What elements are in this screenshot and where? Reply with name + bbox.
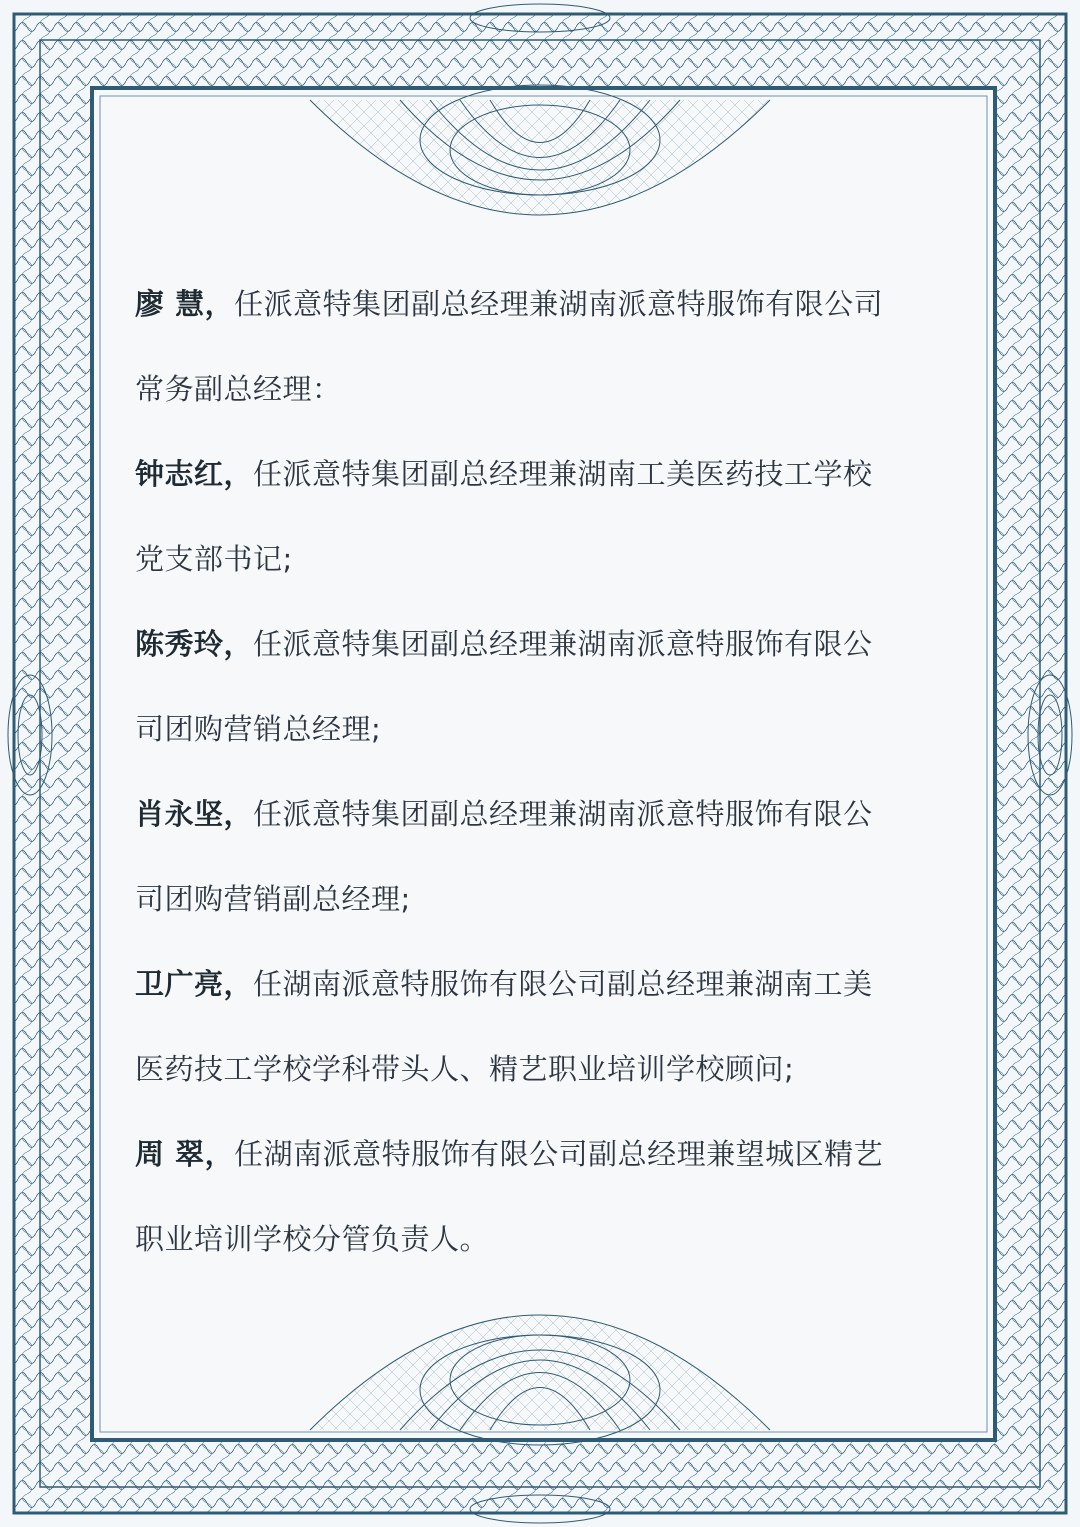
entry-text: 任派意特集团副总经理兼湖南工美医药技工学校 [253,457,873,491]
entry-line1 [135,602,965,687]
entry-line1 [135,432,965,517]
entry [135,772,965,942]
person-name: 陈秀玲， [135,627,254,661]
entry-line1 [135,1112,965,1197]
entry-line1 [135,942,965,1027]
person-name: 周 翠， [135,1137,235,1171]
person-name: 廖 慧， [135,287,235,321]
entry [135,1112,965,1282]
person-name: 钟志红， [135,457,254,491]
entry-line2: 常务副总经理： [135,372,342,406]
entry [135,602,965,772]
appointment-list [135,262,965,1282]
entry-line2: 司团购营销总经理; [135,712,382,746]
person-name: 肖永坚， [135,797,254,831]
entry [135,432,965,602]
entry-text: 任湖南派意特服饰有限公司副总经理兼湖南工美 [253,967,873,1001]
entry-line2: 司团购营销副总经理; [135,882,411,916]
entry-text: 任派意特集团副总经理兼湖南派意特服饰有限公 [253,797,873,831]
entry-line1 [135,262,965,347]
entry-text: 任派意特集团副总经理兼湖南派意特服饰有限公 [253,627,873,661]
entry-text: 任派意特集团副总经理兼湖南派意特服饰有限公司 [234,287,884,321]
entry [135,942,965,1112]
entry-line2: 医药技工学校学科带头人、精艺职业培训学校顾问; [135,1052,795,1086]
entry [135,262,965,432]
person-name: 卫广亮， [135,967,254,1001]
entry-line1 [135,772,965,857]
entry-line2: 党支部书记; [135,542,293,576]
entry-line2: 职业培训学校分管负责人。 [135,1222,490,1256]
entry-text: 任湖南派意特服饰有限公司副总经理兼望城区精艺 [234,1137,884,1171]
